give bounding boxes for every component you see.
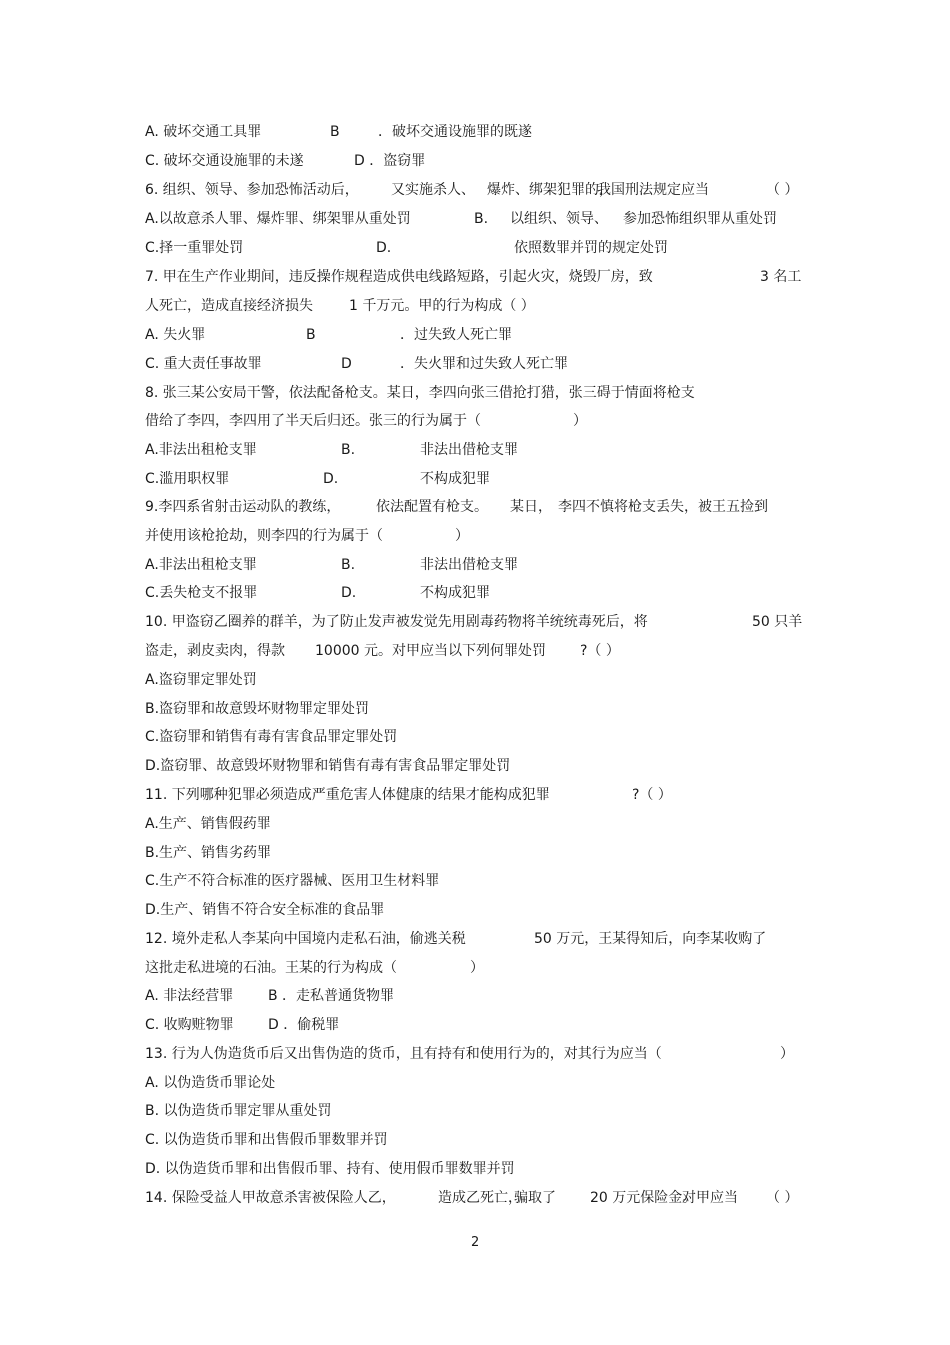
text-segment: 骗取了 xyxy=(514,1190,556,1206)
text-segment: （ ） xyxy=(766,1190,799,1206)
text-segment: A.盗窃罪定罪处罚 xyxy=(145,672,257,688)
text-segment: 某日， xyxy=(510,499,552,515)
text-segment: ．失火罪和过失致人死亡罪 xyxy=(400,356,568,372)
text-segment: 9.李四系省射击运动队的教练， xyxy=(145,499,341,515)
text-segment: 3 名工 xyxy=(760,269,802,285)
text-segment: 以组织、领导、 xyxy=(510,211,608,227)
page-number: 2 xyxy=(471,1235,480,1250)
text-segment: B. xyxy=(341,557,356,573)
text-segment: 7. 甲在生产作业期间，违反操作规程造成供电线路短路，引起火灾，烧毁厂房，致 xyxy=(145,269,653,285)
text-segment: B xyxy=(330,124,340,140)
text-segment: 李四不慎将枪支丢失，被王五捡到 xyxy=(558,499,768,515)
text-segment: 11. 下列哪种犯罪必须造成严重危害人体健康的结果才能构成犯罪 xyxy=(145,787,550,803)
text-segment: D. xyxy=(323,471,339,487)
text-segment: 爆炸、绑架犯罪的， xyxy=(487,182,613,198)
text-segment: D.盗窃罪、故意毁坏财物罪和销售有毒有害食品罪定罪处罚 xyxy=(145,758,511,774)
text-segment: ?（ ） xyxy=(632,787,672,803)
text-segment: ．破坏交通设施罪的既遂 xyxy=(378,124,532,140)
text-segment: D. 以伪造货币罪和出售假币罪、持有、使用假币罪数罪并罚 xyxy=(145,1161,515,1177)
text-segment: D. xyxy=(376,240,392,256)
text-segment: A.非法出租枪支罪 xyxy=(145,442,257,458)
text-segment: C.生产不符合标准的医疗器械、医用卫生材料罪 xyxy=(145,873,440,889)
text-segment: A.生产、销售假药罪 xyxy=(145,816,271,832)
text-segment: 我国刑法规定应当 xyxy=(597,182,709,198)
text-segment: 盗走，剥皮卖肉，得款 xyxy=(145,643,285,659)
text-segment: ） xyxy=(470,960,484,976)
text-segment: 参加恐怖组织罪从重处罚 xyxy=(623,211,777,227)
text-segment: B. xyxy=(474,211,489,227)
text-segment: 并使用该枪抢劫，则李四的行为属于（ xyxy=(145,528,383,544)
text-segment: 不构成犯罪 xyxy=(420,585,490,601)
text-segment: ?（ ） xyxy=(580,643,620,659)
text-segment: 12. 境外走私人李某向中国境内走私石油，偷逃关税 xyxy=(145,931,466,947)
text-segment: 依照数罪并罚的规定处罚 xyxy=(514,240,668,256)
text-segment: D xyxy=(341,356,352,372)
text-segment: C.盗窃罪和销售有毒有害食品罪定罪处罚 xyxy=(145,729,398,745)
text-segment: 非法出借枪支罪 xyxy=(420,442,518,458)
text-segment: A. 以伪造货币罪论处 xyxy=(145,1075,276,1091)
text-segment: A. 非法经营罪 xyxy=(145,988,234,1004)
text-segment: B.盗窃罪和故意毁坏财物罪定罪处罚 xyxy=(145,701,370,717)
text-segment: 10000 元。对甲应当以下列何罪处罚 xyxy=(315,643,546,659)
text-segment: D ．盗窃罪 xyxy=(354,153,426,169)
text-segment: D ．偷税罪 xyxy=(268,1017,340,1033)
text-segment: C. 收购赃物罪 xyxy=(145,1017,234,1033)
text-segment: C.择一重罪处罚 xyxy=(145,240,244,256)
text-segment: C.滥用职权罪 xyxy=(145,471,230,487)
text-segment: 对甲应当 xyxy=(682,1190,738,1206)
text-segment: 1 千万元。甲的行为构成（ ） xyxy=(349,298,535,314)
text-segment: C.丢失枪支不报罪 xyxy=(145,585,258,601)
text-segment: A.非法出租枪支罪 xyxy=(145,557,257,573)
text-segment: ） xyxy=(455,528,469,544)
text-segment: 6. 组织、领导、参加恐怖活动后， xyxy=(145,182,359,198)
text-segment: A.以故意杀人罪、爆炸罪、绑架罪从重处罚 xyxy=(145,211,411,227)
text-segment: 不构成犯罪 xyxy=(420,471,490,487)
text-segment: 又实施杀人、 xyxy=(391,182,475,198)
text-segment: B ．走私普通货物罪 xyxy=(268,988,395,1004)
text-segment: 非法出借枪支罪 xyxy=(420,557,518,573)
text-segment: B xyxy=(306,327,316,343)
text-segment: A. 失火罪 xyxy=(145,327,206,343)
text-segment: 造成乙死亡， xyxy=(438,1190,522,1206)
text-segment: ） xyxy=(780,1046,794,1062)
text-segment: B.生产、销售劣药罪 xyxy=(145,845,272,861)
text-segment: 50 万元，王某得知后，向李某收购了 xyxy=(534,931,767,947)
text-segment: 这批走私进境的石油。王某的行为构成（ xyxy=(145,960,397,976)
text-segment: A. 破坏交通工具罪 xyxy=(145,124,262,140)
text-segment: 20 万元保险金。 xyxy=(590,1190,697,1206)
text-segment: B. 以伪造货币罪定罪从重处罚 xyxy=(145,1103,332,1119)
text-segment: 8. 张三某公安局干警，依法配备枪支。某日，李四向张三借抢打猎，张三碍于情面将枪支 xyxy=(145,385,695,401)
text-segment: ） xyxy=(573,413,587,429)
text-segment: 依法配置有枪支。 xyxy=(376,499,488,515)
text-segment: （ ） xyxy=(766,182,799,198)
text-segment: B. xyxy=(341,442,356,458)
text-segment: 人死亡，造成直接经济损失 xyxy=(145,298,313,314)
text-segment: 借给了李四，李四用了半天后归还。张三的行为属于（ xyxy=(145,413,481,429)
text-segment: 14. 保险受益人甲故意杀害被保险人乙， xyxy=(145,1190,396,1206)
text-segment: ．过失致人死亡罪 xyxy=(400,327,512,343)
text-segment: C. 重大责任事故罪 xyxy=(145,356,262,372)
text-segment: D.生产、销售不符合安全标准的食品罪 xyxy=(145,902,385,918)
text-segment: C. 以伪造货币罪和出售假币罪数罪并罚 xyxy=(145,1132,388,1148)
text-segment: C. 破坏交通设施罪的未遂 xyxy=(145,153,304,169)
text-segment: 50 只羊 xyxy=(752,614,803,630)
text-segment: D. xyxy=(341,585,357,601)
text-segment: 10. 甲盗窃乙圈养的群羊，为了防止发声被发觉先用剧毒药物将羊统统毒死后，将 xyxy=(145,614,648,630)
text-segment: 13. 行为人伪造货币后又出售伪造的货币，且有持有和使用行为的，对其行为应当（ xyxy=(145,1046,662,1062)
